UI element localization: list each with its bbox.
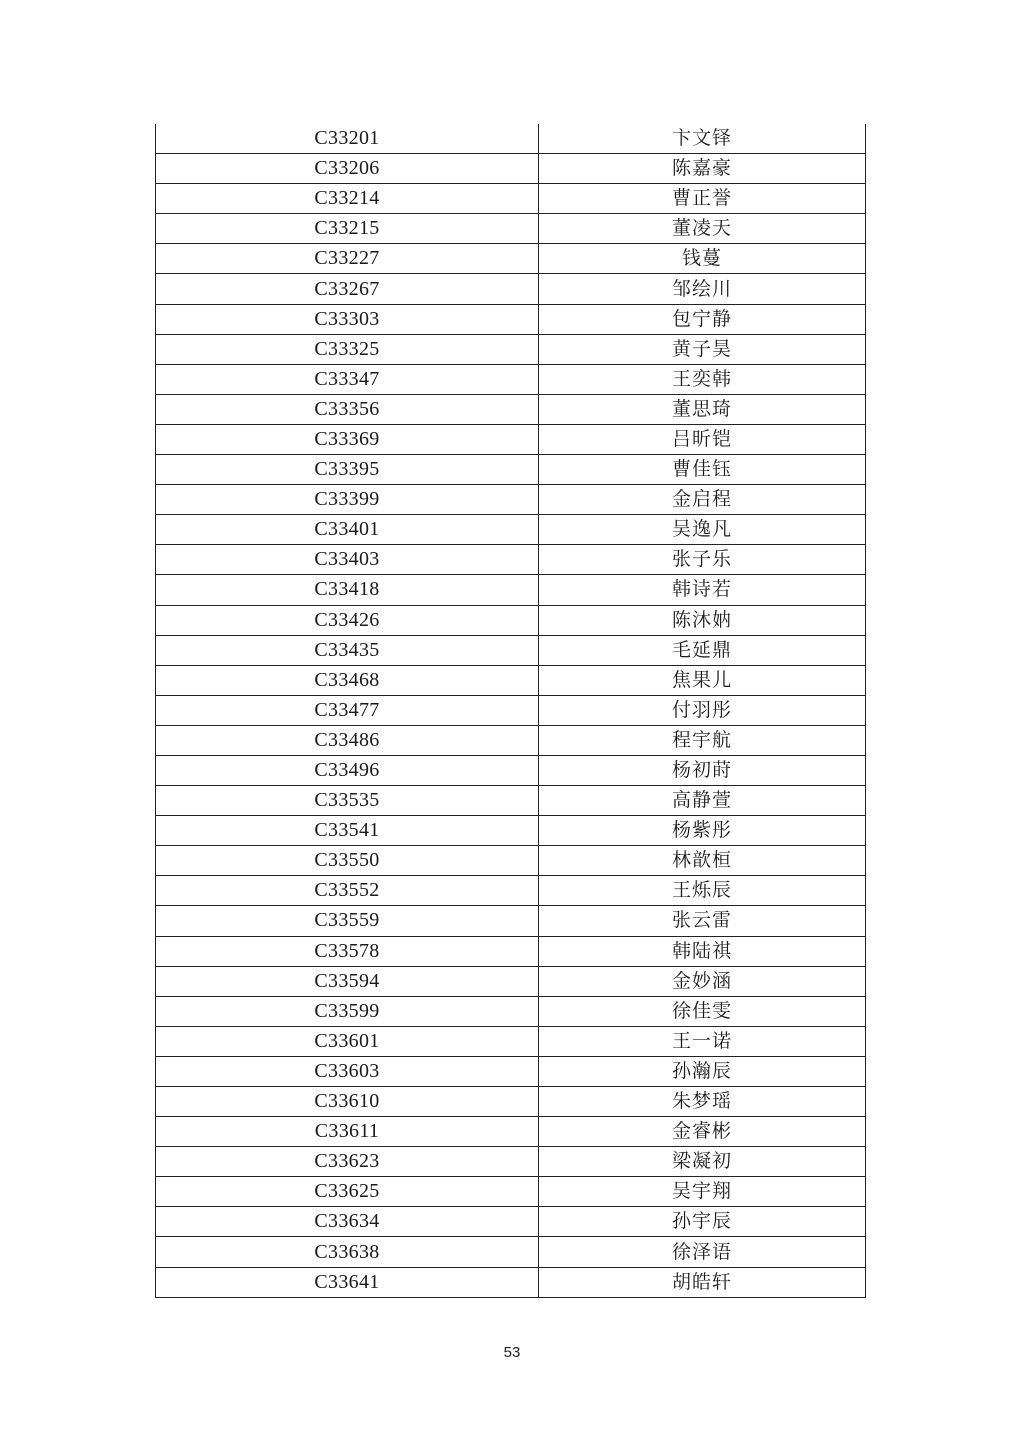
table-row [156,244,866,274]
table-row [156,1087,866,1117]
student-name-cell: 梁凝初 [539,1147,866,1177]
student-id-cell: C33611 [156,1117,539,1147]
student-name-cell: 曹正誉 [539,184,866,214]
student-name-cell: 曹佳钰 [539,455,866,485]
student-name-cell: 高静萱 [539,786,866,816]
student-id-cell: C33541 [156,816,539,846]
table-row [156,665,866,695]
student-name-cell: 卞文铎 [539,124,866,154]
student-name-cell: 徐泽语 [539,1237,866,1267]
table-row [156,334,866,364]
table-row [156,1177,866,1207]
student-name-cell: 杨初莳 [539,755,866,785]
student-id-cell: C33267 [156,274,539,304]
table-row [156,1237,866,1267]
student-id-cell: C33535 [156,786,539,816]
table-row [156,816,866,846]
student-name-cell: 王奕韩 [539,364,866,394]
student-id-cell: C33599 [156,996,539,1026]
student-id-cell: C33578 [156,936,539,966]
student-id-cell: C33486 [156,725,539,755]
student-name-cell: 程宇航 [539,725,866,755]
table-row [156,214,866,244]
table-row [156,1207,866,1237]
student-id-cell: C33623 [156,1147,539,1177]
student-id-cell: C33435 [156,635,539,665]
student-name-cell: 焦果儿 [539,665,866,695]
student-name-cell: 孙瀚辰 [539,1056,866,1086]
table-row [156,274,866,304]
table-row [156,966,866,996]
table-row [156,1267,866,1297]
student-name-cell: 徐佳雯 [539,996,866,1026]
table-row [156,364,866,394]
student-id-cell: C33325 [156,334,539,364]
student-id-cell: C33477 [156,695,539,725]
student-id-cell: C33201 [156,124,539,154]
student-id-cell: C33634 [156,1207,539,1237]
student-name-cell: 吴逸凡 [539,515,866,545]
student-name-cell: 陈嘉豪 [539,154,866,184]
student-name-cell: 金睿彬 [539,1117,866,1147]
student-id-cell: C33347 [156,364,539,394]
student-name-cell: 金妙涵 [539,966,866,996]
student-id-cell: C33625 [156,1177,539,1207]
student-name-cell: 胡皓轩 [539,1267,866,1297]
table-row [156,996,866,1026]
student-name-cell: 陈沐妠 [539,605,866,635]
student-id-cell: C33550 [156,846,539,876]
student-name-cell: 毛延鼎 [539,635,866,665]
student-name-cell: 孙宇辰 [539,1207,866,1237]
student-id-cell: C33227 [156,244,539,274]
table-row [156,124,866,154]
table-row [156,455,866,485]
student-id-cell: C33594 [156,966,539,996]
student-id-cell: C33403 [156,545,539,575]
table-row [156,906,866,936]
student-name-cell: 韩诗若 [539,575,866,605]
table-row [156,394,866,424]
student-name-cell: 朱梦瑶 [539,1087,866,1117]
student-id-cell: C33215 [156,214,539,244]
student-name-cell: 林歆桓 [539,846,866,876]
student-id-cell: C33426 [156,605,539,635]
roster-table-body [156,124,866,1297]
table-row [156,846,866,876]
student-name-cell: 钱蔓 [539,244,866,274]
table-row [156,154,866,184]
table-row [156,575,866,605]
table-row [156,485,866,515]
student-id-cell: C33399 [156,485,539,515]
student-id-cell: C33641 [156,1267,539,1297]
table-row [156,515,866,545]
student-id-cell: C33638 [156,1237,539,1267]
student-id-cell: C33603 [156,1056,539,1086]
student-name-cell: 王一诺 [539,1026,866,1056]
student-name-cell: 邹绘川 [539,274,866,304]
student-id-cell: C33552 [156,876,539,906]
table-row [156,184,866,214]
student-id-cell: C33303 [156,304,539,334]
table-row [156,1026,866,1056]
table-row [156,786,866,816]
student-id-cell: C33601 [156,1026,539,1056]
student-name-cell: 吕昕铠 [539,424,866,454]
student-id-cell: C33468 [156,665,539,695]
student-id-cell: C33610 [156,1087,539,1117]
table-row [156,725,866,755]
student-name-cell: 董思琦 [539,394,866,424]
student-id-cell: C33369 [156,424,539,454]
student-name-cell: 张子乐 [539,545,866,575]
student-id-cell: C33401 [156,515,539,545]
student-id-cell: C33395 [156,455,539,485]
table-row [156,635,866,665]
student-name-cell: 包宁静 [539,304,866,334]
table-row [156,1147,866,1177]
student-name-cell: 董凌天 [539,214,866,244]
table-row [156,936,866,966]
table-row [156,304,866,334]
table-row [156,545,866,575]
table-row [156,755,866,785]
table-row [156,1056,866,1086]
student-id-cell: C33206 [156,154,539,184]
table-row [156,424,866,454]
student-id-cell: C33496 [156,755,539,785]
student-name-cell: 吴宇翔 [539,1177,866,1207]
roster-table [155,124,866,1298]
table-row [156,695,866,725]
student-name-cell: 张云雷 [539,906,866,936]
student-id-cell: C33356 [156,394,539,424]
student-id-cell: C33214 [156,184,539,214]
table-row [156,1117,866,1147]
student-name-cell: 杨紫彤 [539,816,866,846]
student-id-cell: C33418 [156,575,539,605]
student-id-cell: C33559 [156,906,539,936]
student-name-cell: 付羽彤 [539,695,866,725]
table-row [156,605,866,635]
page-number: 53 [503,1344,521,1361]
student-name-cell: 黄子昊 [539,334,866,364]
student-name-cell: 韩陆祺 [539,936,866,966]
student-name-cell: 金启程 [539,485,866,515]
table-row [156,876,866,906]
student-name-cell: 王烁辰 [539,876,866,906]
